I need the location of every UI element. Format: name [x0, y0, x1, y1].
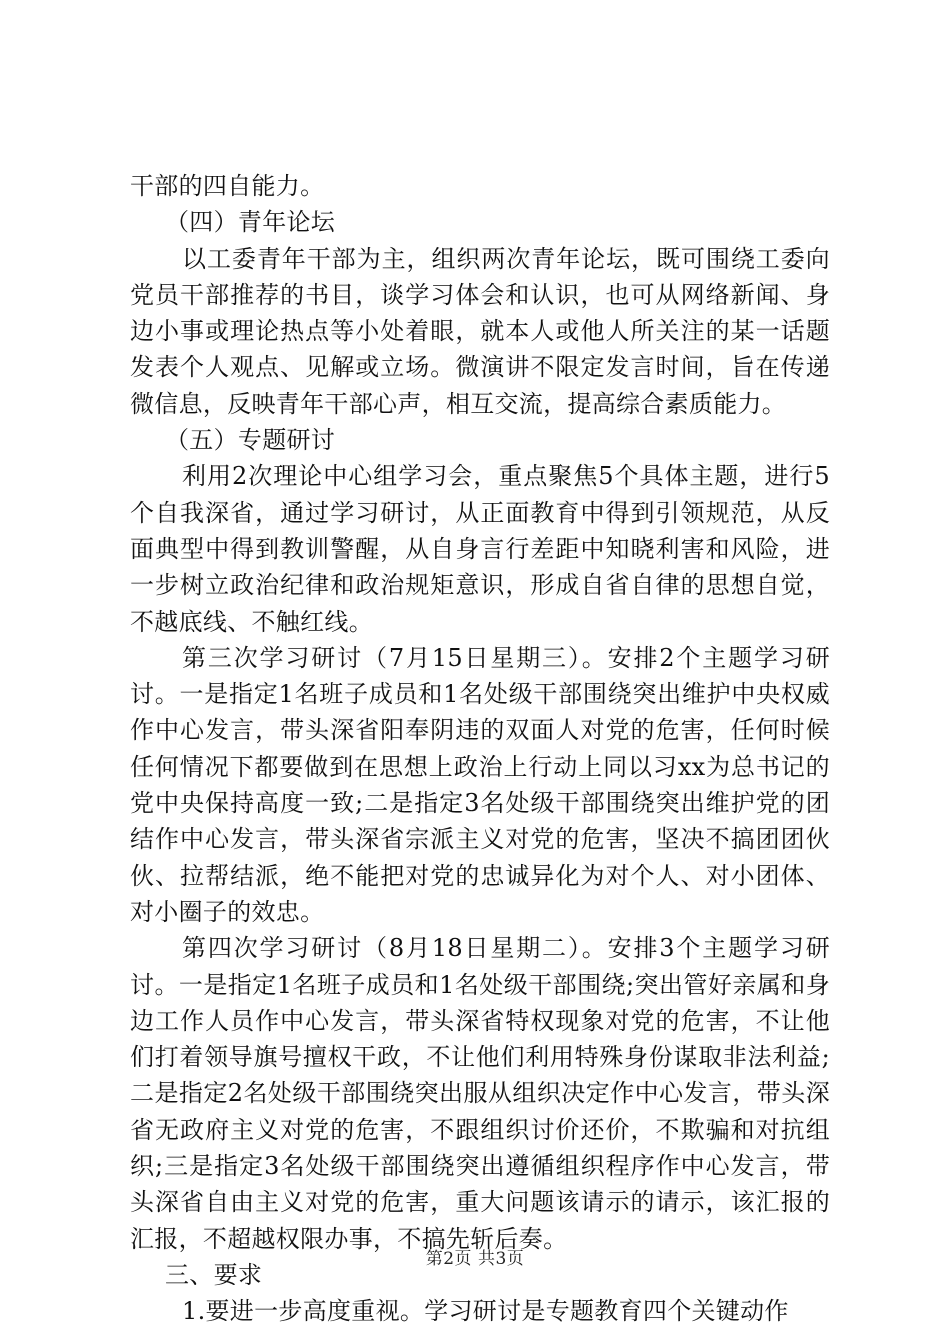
paragraph-fourth-study: 第四次学习研讨（8月18日星期二）。安排3个主题学习研讨。一是指定1名班子成员和1名处级干部围绕;突出管好亲属和身边工作人员作中心发言，带头深省特权现象对党的危害，不让他们打着领导旗号擅权干政，不让他们利用特殊身份谋取非法利益;二是指定2名处级干部围绕突出服从组织决定作中心发言，带头深省无政府主义对党的危害，不跟组织讨价还价，不欺骗和对抗组织;三是指定3名处级干部围绕突出遵循组织程序作中心发言，带头深省自由主义对党的危害，重大问题该请示的请示，该汇报的汇报，不超越权限办事，不搞先斩后奏。: [130, 934, 830, 1253]
paragraph-third-study: 第三次学习研讨（7月15日星期三）。安排2个主题学习研讨。一是指定1名班子成员和1名处级干部围绕突出维护中央权威作中心发言，带头深省阳奉阴违的双面人对党的危害，任何时候任何情况下都要做到在思想上政治上行动上同以习xx为总书记的党中央保持高度一致;二是指定3名处级干部围绕突出维护党的团结作中心发言，带头深省宗派主义对党的危害，坚决不搞团团伙伙、拉帮结派，绝不能把对党的忠诚异化为对个人、对小团体、对小圈子的效忠。: [130, 643, 830, 926]
subheading-youth-forum: （四）青年论坛: [165, 208, 336, 237]
document-body: [130, 168, 830, 1330]
page-footer: 第2页 共3页: [425, 1249, 525, 1269]
paragraph-continuation: 干部的四自能力。: [130, 172, 325, 200]
section-heading-requirements: 三、要求: [165, 1260, 263, 1289]
paragraph-requirement-1: 1.要进一步高度重视。学习研讨是专题教育四个关键动作: [182, 1297, 789, 1326]
paragraph-special-seminar: 利用2次理论中心组学习会，重点聚焦5个具体主题，进行5个自我深省，通过学习研讨，从正面教育中得到引领规范，从反面典型中得到教训警醒，从自身言行差距中知晓利害和风险，进一步树立政治纪律和政治规矩意识，形成自省自律的思想自觉，不越底线、不触红线。: [130, 462, 830, 636]
paragraph-youth-forum: 以工委青年干部为主，组织两次青年论坛，既可围绕工委向党员干部推荐的书目，谈学习体会和认识，也可从网络新闻、身边小事或理论热点等小处着眼，就本人或他人所关注的某一话题发表个人观点、见解或立场。微演讲不限定发言时间，旨在传递微信息，反映青年干部心声，相互交流，提高综合素质能力。: [130, 244, 830, 418]
subheading-special-seminar: （五）专题研讨: [165, 426, 336, 455]
